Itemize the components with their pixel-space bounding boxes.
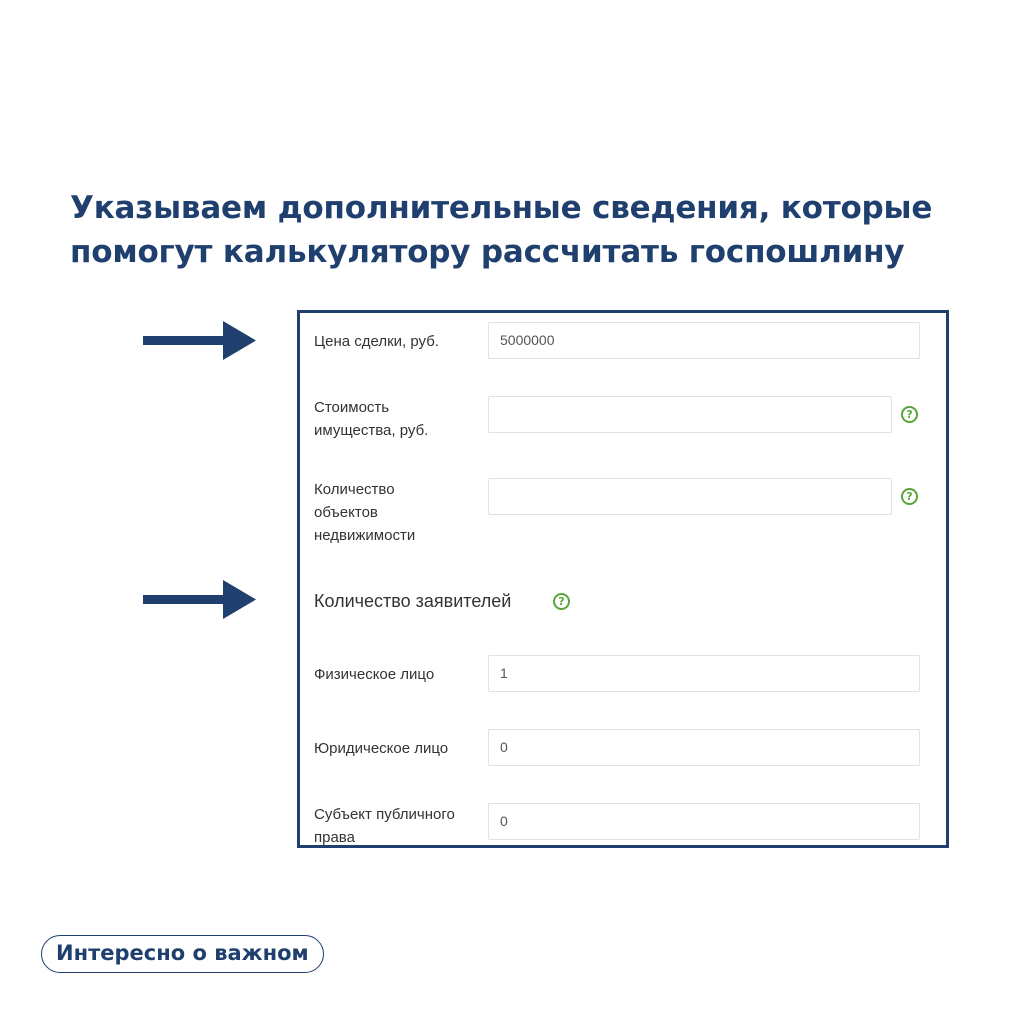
property-count-label: Количество объектов недвижимости xyxy=(314,481,416,544)
headline-line-2: помогут калькулятору рассчитать госпошлину xyxy=(70,234,905,270)
question-circle-icon[interactable]: ? xyxy=(901,488,918,505)
property-value-label: Стоимость имущества, руб. xyxy=(314,399,429,439)
legal-entity-label: Юридическое лицо xyxy=(314,740,449,757)
arrow-right-icon xyxy=(143,320,259,360)
arrow-right-icon xyxy=(143,579,259,619)
page-headline xyxy=(70,186,970,274)
deal-price-label: Цена сделки, руб. xyxy=(314,333,439,350)
deal-price-input[interactable]: 5000000 xyxy=(488,322,920,359)
public-entity-count-input[interactable]: 0 xyxy=(488,803,920,840)
question-circle-icon[interactable]: ? xyxy=(553,593,570,610)
question-circle-icon[interactable]: ? xyxy=(901,406,918,423)
individual-label: Физическое лицо xyxy=(314,666,435,683)
calculator-form-panel xyxy=(297,310,949,848)
individual-count-input[interactable]: 1 xyxy=(488,655,920,692)
legal-entity-count-input[interactable]: 0 xyxy=(488,729,920,766)
brand-badge: Интересно о важном xyxy=(41,935,324,973)
public-entity-label: Субъект публичного права xyxy=(314,806,455,846)
property-count-input[interactable] xyxy=(488,478,892,515)
applicants-section-title: Количество заявителей xyxy=(314,591,512,611)
headline-line-1: Указываем дополнительные сведения, которые xyxy=(70,190,933,226)
property-value-input[interactable] xyxy=(488,396,892,433)
